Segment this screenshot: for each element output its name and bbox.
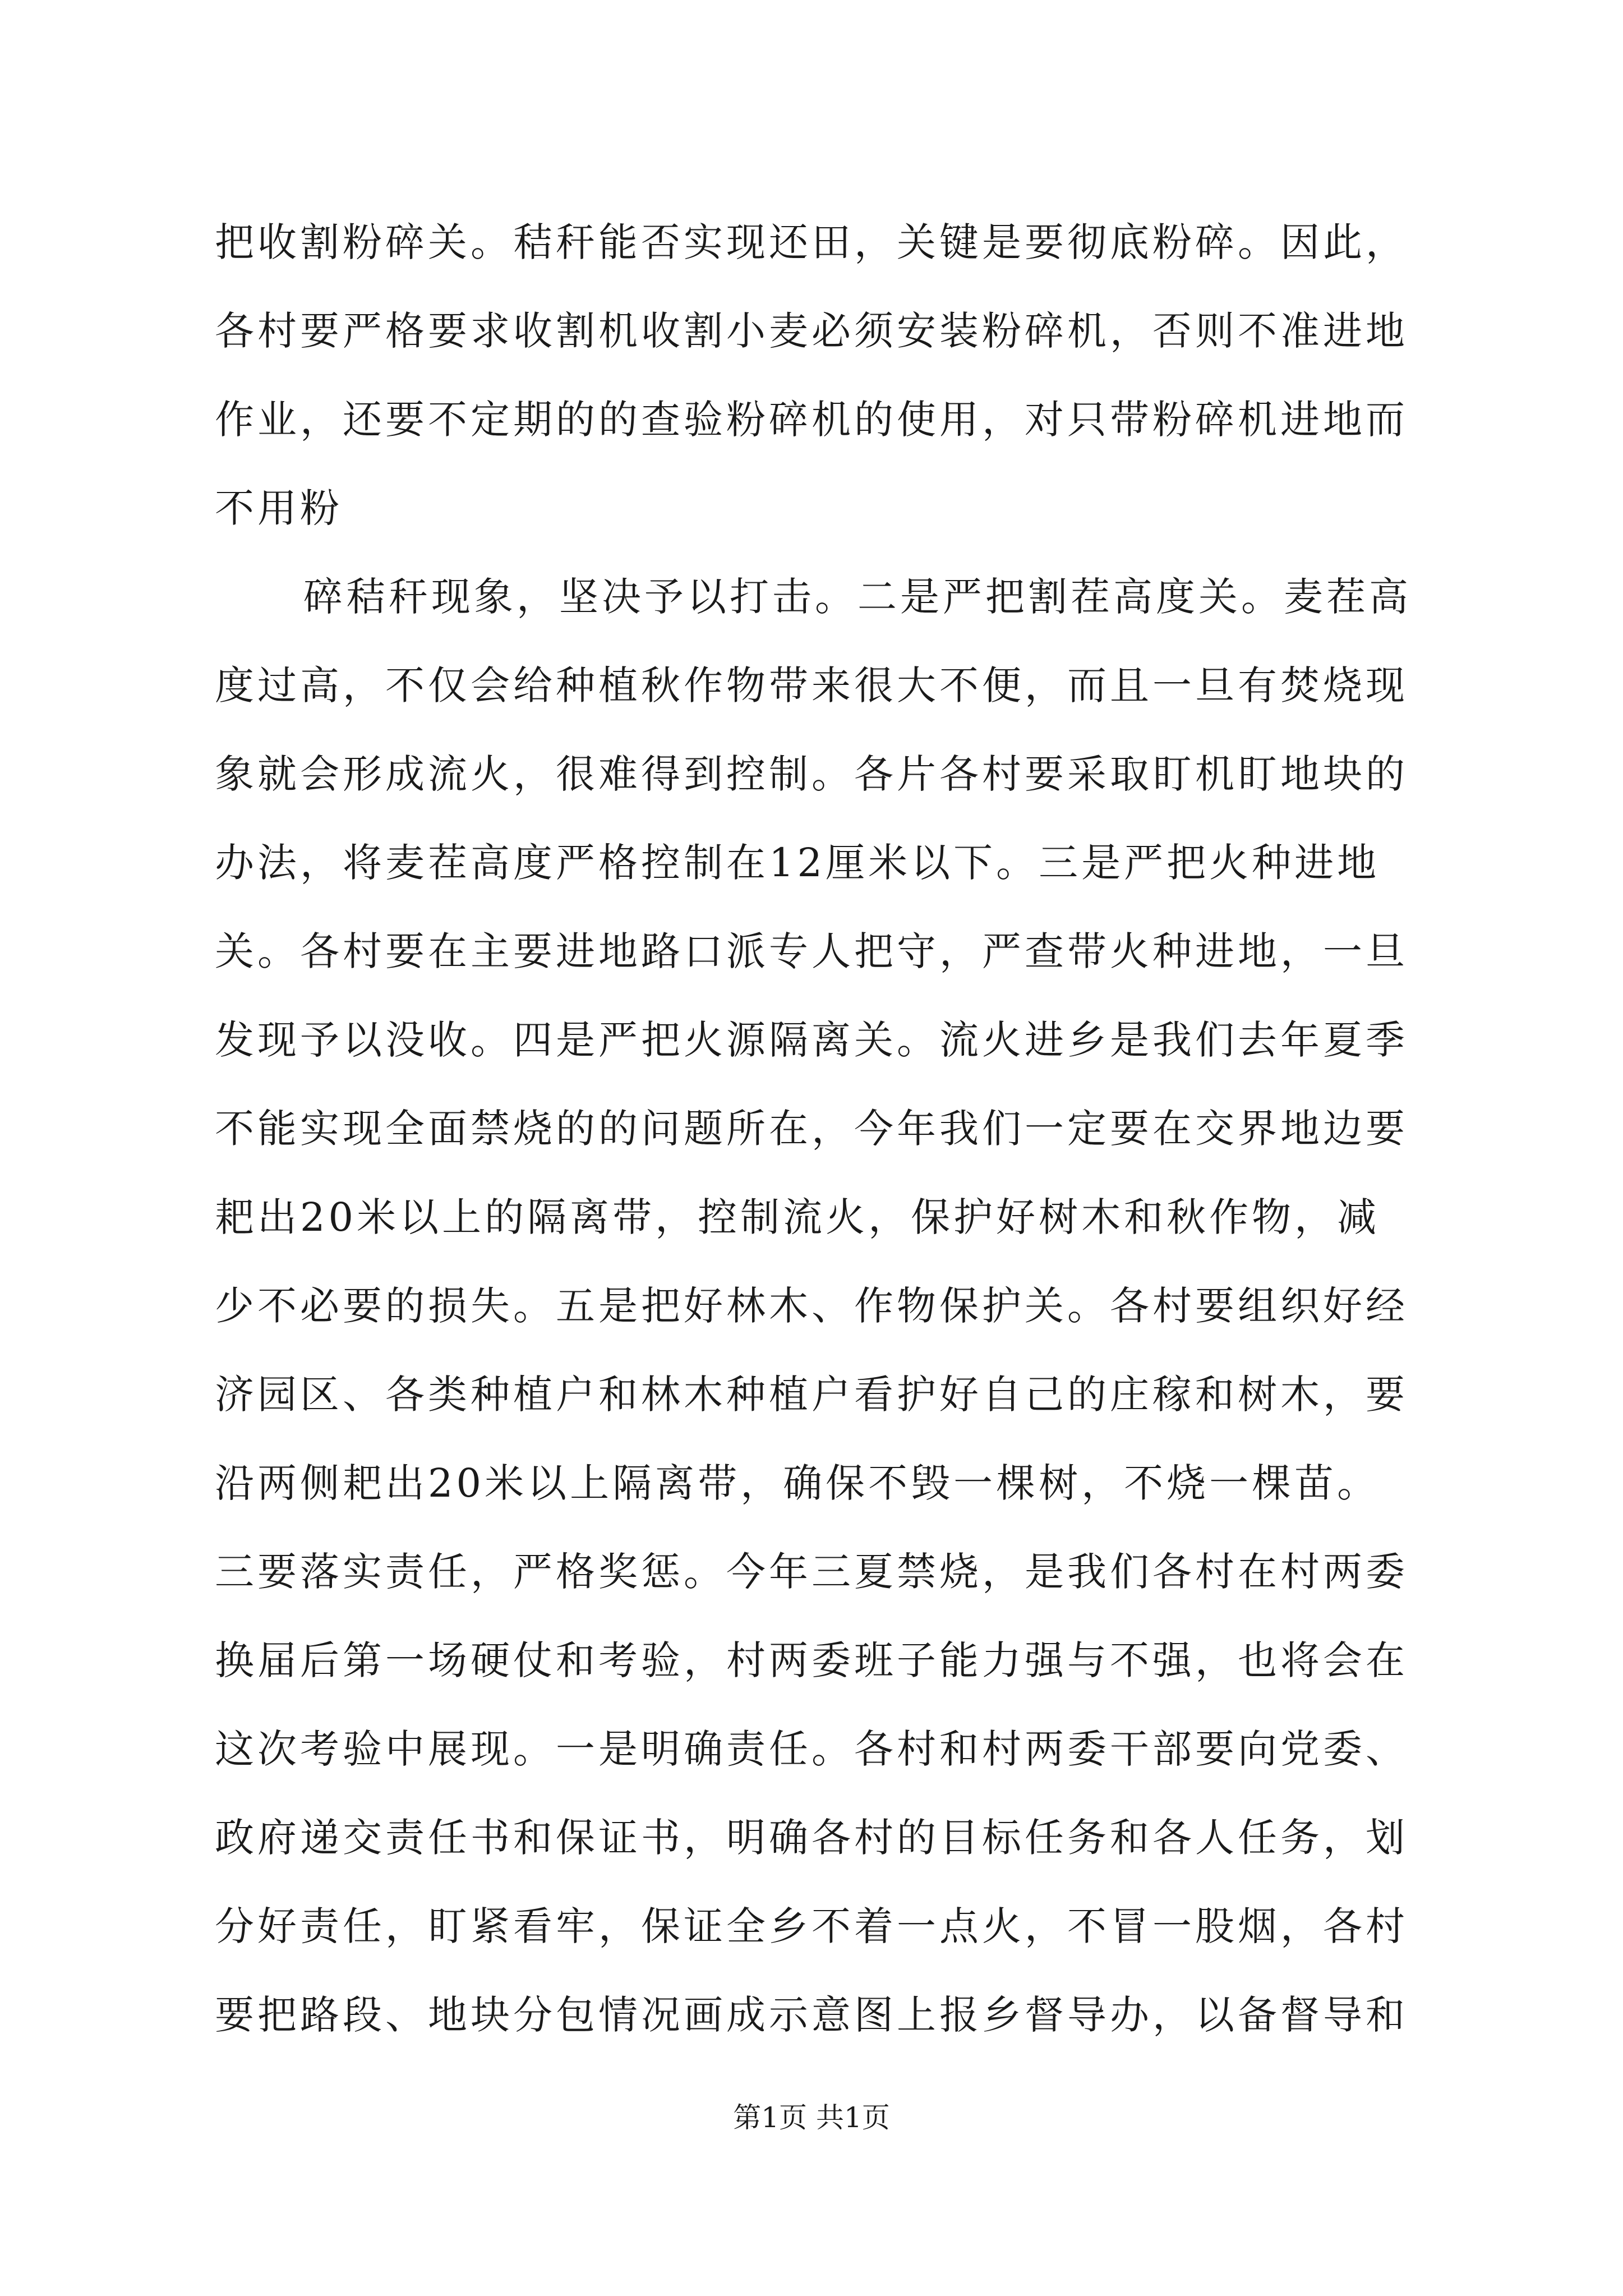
- text-line: 要把路段、地块分包情况画成示意图上报乡督导办，以备督导和: [215, 1992, 1408, 2038]
- text-line: 各村要严格要求收割机收割小麦必须安装粉碎机，否则不准进地: [215, 308, 1408, 354]
- text-line: 不能实现全面禁烧的的问题所在，今年我们一定要在交界地边要: [215, 1106, 1408, 1152]
- text-line: 少不必要的损失。五是把好林木、作物保护关。各村要组织好经: [215, 1283, 1408, 1329]
- text-line: 这次考验中展现。一是明确责任。各村和村两委干部要向党委、: [215, 1726, 1408, 1772]
- page-footer: 第1页 共1页: [733, 2101, 890, 2134]
- text-line: 作业，还要不定期的的查验粉碎机的使用，对只带粉碎机进地而: [215, 397, 1408, 443]
- text-line: 分好责任，盯紧看牢，保证全乡不着一点火，不冒一股烟，各村: [215, 1903, 1408, 1949]
- text-line: 度过高，不仅会给种植秋作物带来很大不便，而且一旦有焚烧现: [215, 662, 1408, 708]
- text-line: 发现予以没收。四是严把火源隔离关。流火进乡是我们去年夏季: [215, 1017, 1408, 1063]
- text-line: 不用粉: [215, 485, 343, 531]
- text-line: 三要落实责任，严格奖惩。今年三夏禁烧，是我们各村在村两委: [215, 1549, 1408, 1595]
- text-line: 关。各村要在主要进地路口派专人把守，严查带火种进地，一旦: [215, 928, 1408, 974]
- text-line: 象就会形成流火，很难得到控制。各片各村要采取盯机盯地块的: [215, 751, 1408, 797]
- text-line: 碎秸秆现象，坚决予以打击。二是严把割茬高度关。麦茬高: [303, 574, 1412, 620]
- text-line: 换届后第一场硬仗和考验，村两委班子能力强与不强，也将会在: [215, 1637, 1408, 1683]
- text-line: 沿两侧耙出20米以上隔离带，确保不毁一棵树，不烧一棵苗。: [215, 1460, 1380, 1506]
- text-line: 办法，将麦茬高度严格控制在12厘米以下。三是严把火种进地: [215, 840, 1380, 886]
- text-line: 政府递交责任书和保证书，明确各村的目标任务和各人任务，划: [215, 1815, 1408, 1861]
- text-line: 把收割粉碎关。秸秆能否实现还田，关键是要彻底粉碎。因此，: [215, 219, 1408, 265]
- text-line: 济园区、各类种植户和林木种植户看护好自己的庄稼和树木，要: [215, 1372, 1408, 1418]
- text-line: 耙出20米以上的隔离带，控制流火，保护好树木和秋作物，减: [215, 1194, 1380, 1240]
